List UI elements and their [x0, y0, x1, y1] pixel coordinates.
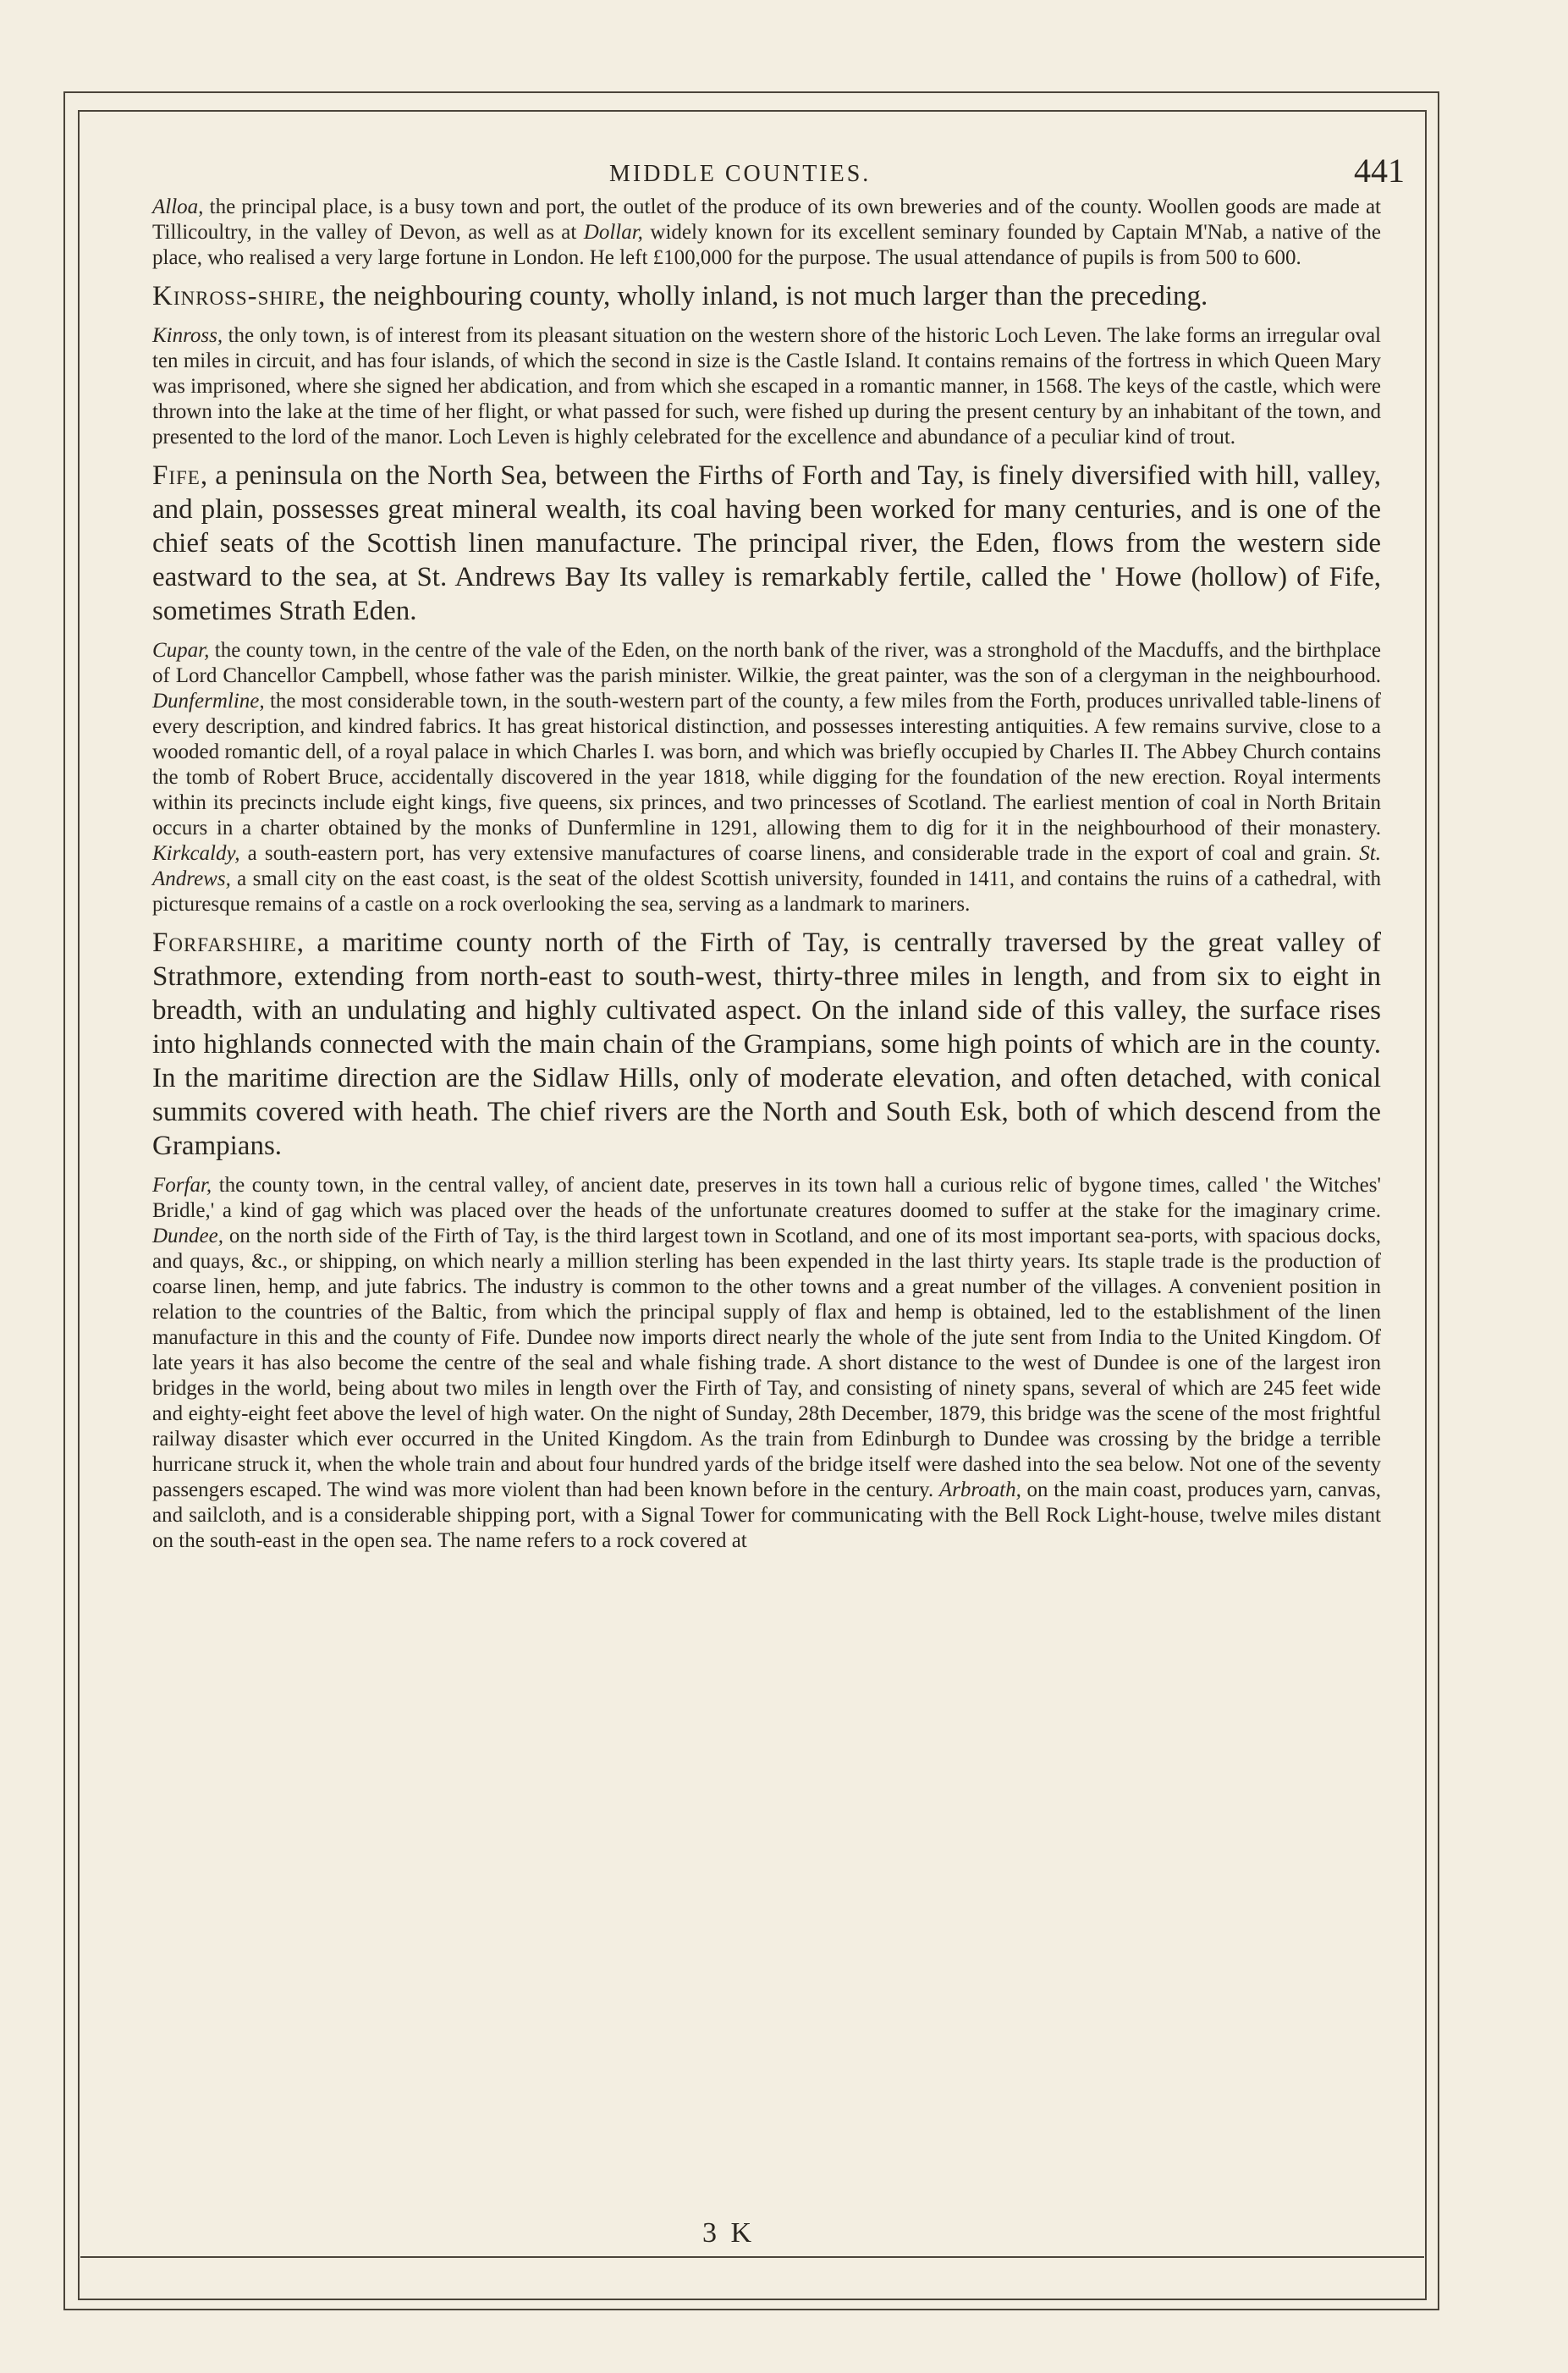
- county-name: Kinross-shire: [152, 281, 319, 311]
- place-name: Dundee,: [152, 1225, 223, 1247]
- paragraph-cupar: [152, 638, 1381, 917]
- signature-mark: 3 K: [702, 2217, 756, 2249]
- paragraph-kinross: [152, 323, 1381, 450]
- place-name: Kirkcaldy,: [152, 842, 240, 865]
- paragraph-text: the only town, is of interest from its pleasant situation on the western shore of the historic Loch Leven. The lake forms an irregular oval ten miles in circuit, and has four islands, of which the second in size is the Castle Island. It contains remains of the fortress in which Queen Mary was imprisoned, where she signed her abdication, and from which she escaped in a romantic manner, in 1568. The keys of the castle, which were thrown into the lake at the time of her flight, or what passed for such, were fished up during the present century by an inhabitant of the town, and presented to the lord of the manor. Loch Leven is highly celebrated for the excellence and abundance of a peculiar kind of trout.: [152, 324, 1381, 449]
- paragraph-text: on the main coast, produces yarn, canvas, and sailcloth, and is a considerable shipping port, with a Signal Tower for communicating with the Bell Rock Light-house, twelve miles distant on the south-east in the open sea. The name refers to a rock covered at: [152, 1478, 1381, 1552]
- place-name: St. Andrews,: [152, 842, 1381, 890]
- place-name: Forfar,: [152, 1174, 212, 1197]
- place-name: Cupar,: [152, 639, 210, 662]
- place-name: Kinross,: [152, 324, 223, 347]
- place-name: Arbroath,: [938, 1478, 1021, 1501]
- county-name: Fife: [152, 460, 201, 491]
- paragraph-text: the county town, in the central valley, of ancient date, preserves in its town hall a curious relic of bygone times, called ' the Witches' Bridle,' a kind of gag which was placed over the heads of the unfortunate creatures doomed to suffer at the stake for the imaginary crime.: [152, 1174, 1381, 1222]
- bottom-rule: [80, 2256, 1424, 2258]
- paragraph-forfarshire: [152, 926, 1381, 1163]
- place-name: Dunfermline,: [152, 690, 265, 713]
- paragraph-text: on the north side of the Firth of Tay, is the third largest town in Scotland, and one of its most important sea-ports, with spacious docks, and quays, &c., or shipping, on which nearly a million sterling has been expended in the last thirty years. Its staple trade is the production of coarse linen, hemp, and jute fabrics. The industry is common to the other towns and a great number of the villages. A convenient position in relation to the countries of the Baltic, from which the principal supply of flax and hemp is obtained, led to the establishment of the linen manufacture in this and the county of Fife. Dundee now imports direct nearly the whole of the jute sent from India to the United Kingdom. Of late years it has also become the centre of the seal and whale fishing trade. A short distance to the west of Dundee is one of the largest iron bridges in the world, being about two miles in length over the Firth of Tay, and consisting of ninety spans, several of which are 245 feet wide and eighty-eight feet above the level of high water. On the night of Sunday, 28th December, 1879, this bridge was the scene of the most frightful railway disaster which ever occurred in the United Kingdom. As the train from Edinburgh to Dundee was crossing by the bridge a terrible hurricane struck it, when the whole train and about four hundred yards of the bridge itself were dashed into the sea below. Not one of the seventy passengers escaped. The wind was more violent than had been known before in the century.: [152, 1225, 1381, 1501]
- paragraph-text: , the neighbouring county, wholly inland, is not much larger than the preceding.: [318, 281, 1208, 311]
- paragraph-text: the most considerable town, in the south-western part of the county, a few miles from the Forth, produces unrivalled table-linens of every description, and kindred fabrics. It has great historical distinction, and possesses interesting antiquities. A few remains survive, close to a wooded romantic dell, of a royal palace in which Charles I. was born, and which was briefly occupied by Charles II. The Abbey Church contains the tomb of Robert Bruce, accidentally discovered in the year 1818, while digging for the foundation of the new erection. Royal interments within its precincts include eight kings, five queens, six princes, and two princesses of Scotland. The earliest mention of coal in North Britain occurs in a charter obtained by the monks of Dunfermline in 1291, allowing them to dig for it in the neighbourhood of their monastery.: [152, 690, 1381, 840]
- page-header: [152, 151, 1422, 193]
- place-name: Dollar,: [583, 221, 643, 244]
- paragraph-forfar: [152, 1173, 1381, 1554]
- paragraph-alloa: [152, 195, 1381, 271]
- paragraph-text: the county town, in the centre of the vale of the Eden, on the north bank of the river, was a stronghold of the Macduffs, and the birthplace of Lord Chancellor Campbell, whose father was the parish minister. Wilkie, the great painter, was the son of a clergyman in the neighbourhood.: [152, 639, 1381, 687]
- paragraph-text: widely known for its excellent seminary founded by Captain M'Nab, a native of the place, who realised a very large fortune in London. He left £100,000 for the purpose. The usual attendance of pupils is from 500 to 600.: [152, 221, 1381, 269]
- paragraph-fife: [152, 459, 1381, 628]
- paragraph-text: a south-eastern port, has very extensive manufactures of coarse linens, and considerable trade in the export of coal and grain.: [239, 842, 1360, 865]
- page-body: [152, 195, 1381, 1562]
- paragraph-text: , a peninsula on the North Sea, between the Firths of Forth and Tay, is finely diversified with hill, valley, and plain, possesses great mineral wealth, its coal having been worked for many centuries, and is one of the chief seats of the Scottish linen manufacture. The principal river, the Eden, flows from the western side eastward to the sea, at St. Andrews Bay Its valley is remarkably fertile, called the ' Howe (hollow) of Fife, sometimes Strath Eden.: [152, 460, 1381, 626]
- page-number: 441: [1354, 151, 1405, 190]
- county-name: Forfarshire: [152, 928, 297, 958]
- paragraph-text: a small city on the east coast, is the seat of the oldest Scottish university, founded in 1411, and contains the ruins of a cathedral, with picturesque remains of a castle on a rock overlooking the sea, serving as a landmark to mariners.: [152, 867, 1381, 916]
- paragraph-text: , a maritime county north of the Firth of Tay, is centrally traversed by the great valley of Strathmore, extending from north-east to south-west, thirty-three miles in length, and from six to eight in breadth, with an undulating and highly cultivated aspect. On the inland side of this valley, the surface rises into highlands connected with the main chain of the Grampians, some high points of which are in the county. In the maritime direction are the Sidlaw Hills, only of moderate elevation, and often detached, with conical summits covered with heath. The chief rivers are the North and South Esk, both of which descend from the Grampians.: [152, 928, 1381, 1161]
- running-head: MIDDLE COUNTIES.: [609, 161, 872, 187]
- place-name: Alloa,: [152, 195, 204, 218]
- paragraph-text: the principal place, is a busy town and port, the outlet of the produce of its own breweries and of the county. Woollen goods are made at Tillicoultry, in the valley of Devon, as well as at: [152, 195, 1381, 244]
- paragraph-kinross-shire: [152, 279, 1381, 313]
